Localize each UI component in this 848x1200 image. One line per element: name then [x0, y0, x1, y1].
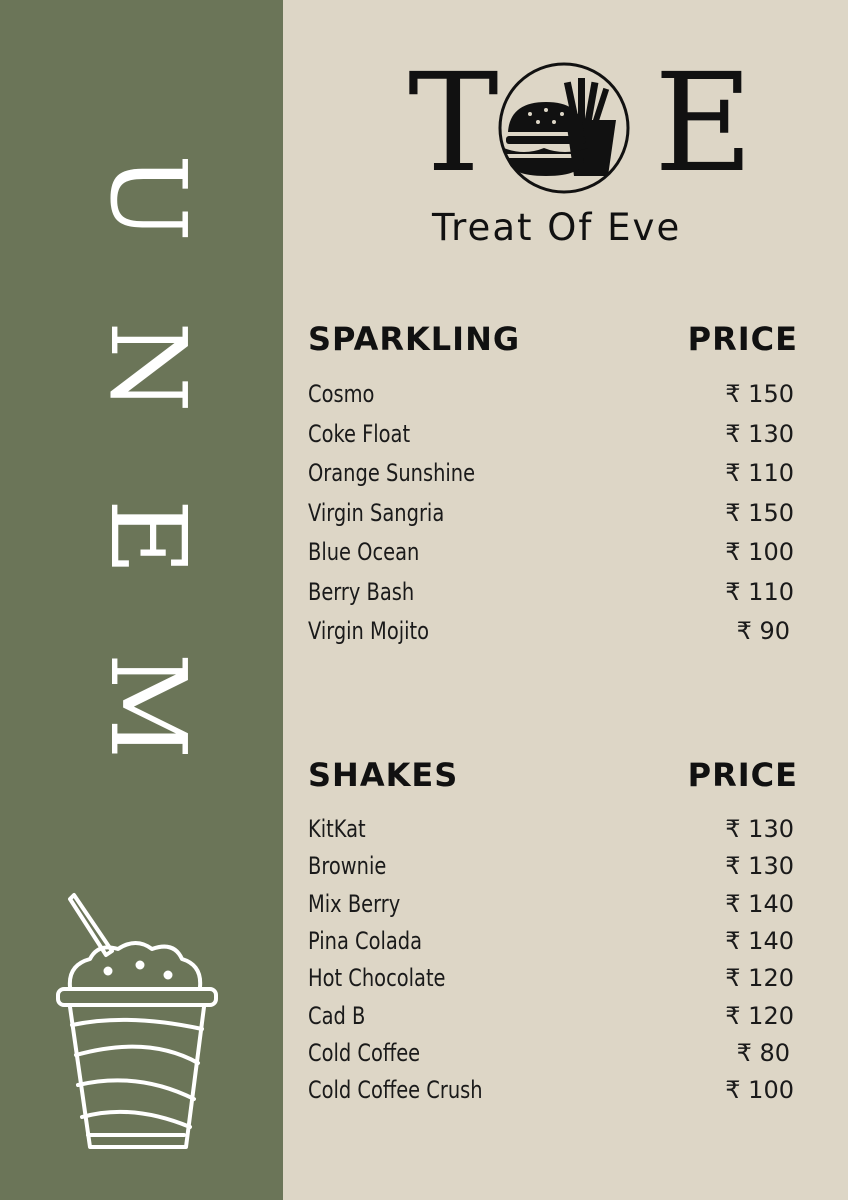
- menu-item-price: ₹ 120: [725, 1002, 794, 1030]
- menu-item-price: ₹ 130: [725, 852, 794, 880]
- menu-item-name: Pina Colada: [308, 927, 423, 955]
- menu-title-letter-n: E: [87, 499, 209, 575]
- menu-item-price: ₹ 110: [725, 578, 794, 606]
- menu-item-name: Coke Float: [308, 420, 411, 448]
- sidebar-panel: [0, 0, 283, 1200]
- brand-name: Treat Of Eve: [432, 206, 682, 249]
- section-title-shakes: SHAKES: [308, 756, 459, 794]
- menu-title-letter-e: N: [87, 321, 209, 413]
- menu-item-price: ₹ 140: [725, 890, 794, 918]
- menu-title-letter-m: U: [87, 154, 209, 242]
- price-header-sparkling: PRICE: [687, 320, 798, 358]
- menu-item-price: ₹ 140: [725, 927, 794, 955]
- menu-item-price: ₹ 150: [725, 499, 794, 527]
- section-title-sparkling: SPARKLING: [308, 320, 521, 358]
- milkshake-cup-icon: [48, 885, 228, 1160]
- menu-item-name: Orange Sunshine: [308, 459, 476, 487]
- menu-item-price: ₹ 110: [725, 459, 794, 487]
- menu-item-name: Cad B: [308, 1002, 366, 1030]
- menu-item-name: Virgin Mojito: [308, 617, 430, 645]
- menu-item-price: ₹ 130: [725, 420, 794, 448]
- price-header-shakes: PRICE: [687, 756, 798, 794]
- menu-item-name: Hot Chocolate: [308, 964, 446, 992]
- menu-item-name: Cold Coffee Crush: [308, 1076, 483, 1104]
- menu-item-name: Cosmo: [308, 380, 375, 408]
- menu-title-letter-u: M: [87, 652, 209, 760]
- menu-item-name: Blue Ocean: [308, 538, 420, 566]
- logo-letter-e: E: [654, 45, 754, 203]
- menu-item-price: ₹ 80: [736, 1039, 790, 1067]
- burger-fries-icon: [494, 58, 634, 198]
- menu-item-price: ₹ 90: [736, 617, 790, 645]
- menu-item-name: Berry Bash: [308, 578, 415, 606]
- menu-item-price: ₹ 150: [725, 380, 794, 408]
- logo-letter-t: T: [408, 45, 499, 203]
- menu-item-name: Cold Coffee: [308, 1039, 421, 1067]
- menu-item-name: Virgin Sangria: [308, 499, 445, 527]
- brand-logo: [408, 45, 754, 249]
- menu-item-price: ₹ 130: [725, 815, 794, 843]
- menu-item-price: ₹ 100: [725, 538, 794, 566]
- menu-item-name: Mix Berry: [308, 890, 401, 918]
- menu-item-price: ₹ 120: [725, 964, 794, 992]
- menu-item-price: ₹ 100: [725, 1076, 794, 1104]
- menu-item-name: Brownie: [308, 852, 387, 880]
- menu-item-name: KitKat: [308, 815, 366, 843]
